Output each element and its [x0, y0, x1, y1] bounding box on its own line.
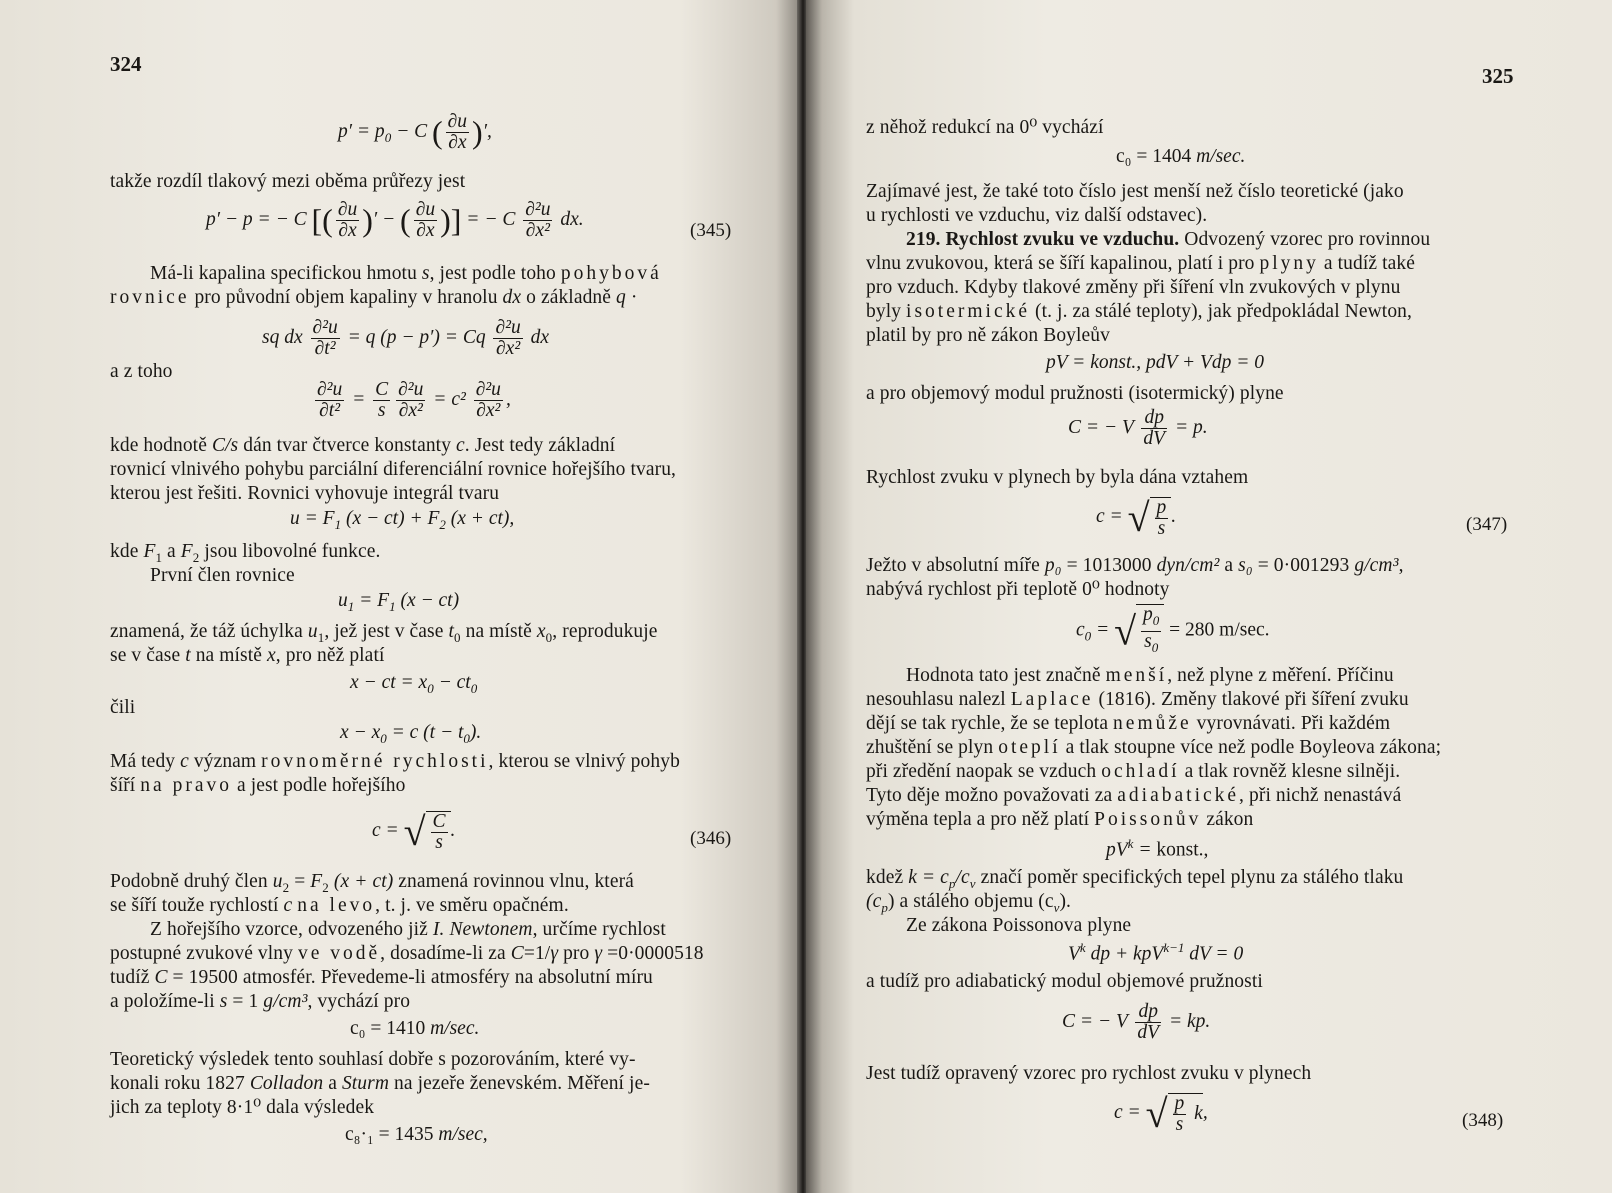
equation-displacement: $x - x_0 = c$ $(t - t_0)$. — [340, 722, 482, 746]
equation-adiabatic-modulus: C = − V $\frac{dp}{dV}$ = kp. — [1062, 1001, 1211, 1043]
text-line: zhuštění se plyn oteplí a tlak stoupne více než podle Boyleova zákona; — [866, 737, 1442, 758]
text-line: $(c_p)$ a stálého objemu $(c_v)$. — [866, 891, 1072, 915]
text-line: pro vzduch. Kdyby tlakové změny při šíření vln zvukových v plynu — [866, 277, 1401, 298]
equation-poisson-diff: $V^k$ dp + kpV$^{k-1}$ dV = 0 — [1068, 940, 1244, 965]
equation-348: c = √ $\frac{p}{s}$ k, — [1114, 1091, 1208, 1136]
text-line: kde $F_1$ a $F_2$ jsou libovolné funkce. — [110, 541, 381, 565]
text-line: postupné zvukové vlny ve vodě, dosadíme-li za C=1/γ pro γ =0·0000518 — [110, 943, 704, 964]
text-line: a položíme-li s = 1 g/cm³, vychází pro — [110, 991, 411, 1012]
text-line: tudíž C = 19500 atmosfér. Převedeme-li atmosféry na absolutní míru — [110, 967, 653, 988]
page-number-right: 325 — [1482, 64, 1514, 88]
text-line: nesouhlasu nalezl Laplace (1816). Změny tlakové při šíření zvuku — [866, 689, 1409, 710]
text-line: Ze zákona Poissonova plyne — [906, 915, 1132, 936]
text-line: znamená, že táž úchylka $u_1$, jež jest v čase $t_0$ na místě $x_0$, reprodukuje — [110, 621, 658, 645]
text-line: Teoretický výsledek tento souhlasí dobře s pozorováním, které vy- — [110, 1049, 636, 1070]
text-line: šíří na pravo a jest podle hořejšího — [110, 775, 406, 796]
text-line: a z toho — [110, 361, 173, 382]
left-page — [0, 0, 800, 1193]
text-line: Ježto v absolutní míře p₀ = 1013000 dyn/cm² a s₀ = 0·001293 g/cm³, — [866, 555, 1404, 576]
equation-position: x − ct = $x_0 - ct_0$ — [350, 672, 478, 696]
equation-solution: $u = F_1$ $(x - ct) + F_2$ (x + ct), — [290, 508, 515, 532]
text-line: rovnice pro původní objem kapaliny v hranolu dx o základně q · — [110, 287, 638, 308]
text-line: u rychlosti ve vzduchu, viz další odstavec). — [866, 205, 1208, 226]
equation-c81: c₈·₁ = 1435 m/sec, — [345, 1124, 488, 1145]
equation-c0-280: $c_0$ = √ $\frac{p_0}{s_0}$ = 280 m/sec. — [1076, 604, 1270, 658]
text-line: Zajímavé jest, že také toto číslo jest menší než číslo teoretické (jako — [866, 181, 1404, 202]
text-line: dějí se tak rychle, že se teplota nemůže vyrovnávati. Při každém — [866, 713, 1391, 734]
text-line: takže rozdíl tlakový mezi oběma průřezy jest — [110, 171, 466, 192]
equation-first-term: $u_1 = F_1$ (x − ct) — [338, 590, 460, 614]
text-line: kterou jest řešiti. Rovnici vyhovuje integrál tvaru — [110, 483, 500, 504]
text-line: kdež $k = c_p/c_v$ značí poměr specifických tepel plynu za stálého tlaku — [866, 867, 1404, 891]
text-line: platil by pro ně zákon Boyleův — [866, 325, 1110, 346]
equation-number-345: (345) — [690, 220, 732, 241]
text-line: se šíří touže rychlostí c na levo, t. j. ve směru opačném. — [110, 895, 569, 916]
text-line: vlnu zvukovou, která se šíří kapalinou, platí i pro plyny a tudíž také — [866, 253, 1415, 274]
text-line: při zředění naopak se vzduch ochladí a tlak rovněž klesne silněji. — [866, 761, 1401, 782]
text-line: Rychlost zvuku v plynech by byla dána vztahem — [866, 467, 1249, 488]
text-line: Má tedy c význam rovnoměrné rychlosti, kterou se vlnivý pohyb — [110, 751, 680, 772]
equation-number-347: (347) — [1466, 514, 1508, 535]
equation-wave: $\frac{\text{∂²u}}{\text{∂t²}}$ = $\frac{C}{s}$ $\frac{\text{∂²u}}{\text{∂x²}}$ = c² $\frac{\text{∂²u}}{\text{∂x²}}$ , — [317, 379, 511, 421]
equation-347: c = √ $\frac{p}{s}$ . — [1096, 495, 1177, 540]
text-line: z něhož redukcí na 0⁰ vychází — [866, 117, 1104, 138]
equation-number-348: (348) — [1462, 1110, 1504, 1131]
equation-poisson: $pV^k$ = konst., — [1106, 836, 1209, 861]
text-line: jich za teploty 8·1⁰ dala výsledek — [110, 1097, 375, 1118]
equation-number-346: (346) — [690, 828, 732, 849]
equation-isothermal-modulus: C = − V $\frac{dp}{dV}$ = p. — [1068, 407, 1208, 449]
equation-345: p′ − p = − C [( $\frac{\partial u}{\partial x}$ )′ − ( $\frac{\partial u}{\partial x}$ )] = − C $\frac{\text{∂²u}}{\text{∂x²}}$ dx. — [206, 199, 584, 241]
text-line: a pro objemový modul pružnosti (isotermický) plyne — [866, 383, 1284, 404]
text-line: Jest tudíž opravený vzorec pro rychlost zvuku v plynech — [866, 1063, 1312, 1084]
text-line: První člen rovnice — [150, 565, 295, 586]
text-line: nabývá rychlost při teplotě 0⁰ hodnoty — [866, 579, 1170, 600]
text-line: rovnicí vlnivého pohybu parciální diferenciální rovnice hořejšího tvaru, — [110, 459, 677, 480]
text-line: konali roku 1827 Colladon a Sturm na jezeře ženevském. Měření je- — [110, 1073, 650, 1094]
section-heading-219: 219. Rychlost zvuku ve vzduchu. Odvozený vzorec pro rovinnou — [906, 229, 1431, 250]
text-line: čili — [110, 697, 136, 718]
text-line: se v čase t na místě x, pro něž platí — [110, 645, 385, 666]
text-line: kde hodnotě C/s dán tvar čtverce konstanty c. Jest tedy základní — [110, 435, 616, 456]
text-line: a tudíž pro adiabatický modul objemové pružnosti — [866, 971, 1263, 992]
right-page — [806, 0, 1612, 1193]
equation-boyle: pV = konst., pdV + Vdp = 0 — [1046, 352, 1265, 373]
text-line: byly isotermické (t. j. za stálé teploty), jak předpokládal Newton, — [866, 301, 1412, 322]
page-number-left: 324 — [110, 52, 142, 76]
equation-c0-water: c₀ = 1410 m/sec. — [350, 1018, 480, 1039]
equation-346: c = √ $\frac{C}{s}$ . — [372, 809, 456, 854]
text-line: Podobně druhý člen $u_2 = F_2$ (x + ct) znamená rovinnou vlnu, která — [110, 871, 634, 895]
text-line: Má-li kapalina specifickou hmotu s, jest podle toho pohybová — [150, 263, 662, 284]
equation-motion: sq dx $\frac{\text{∂²u}}{\text{∂t²}}$ = q (p − p′) = Cq $\frac{\text{∂²u}}{\text{∂x²}}$ dx — [262, 317, 549, 359]
text-line: Hodnota tato jest značně menší, než plyne z měření. Příčinu — [906, 665, 1394, 686]
equation-pressure: $p' = p_0 - C$ ( $\frac{\partial u}{\partial x}$ )′, — [338, 111, 492, 153]
text-line: výměna tepla a pro něž platí Poissonův zákon — [866, 809, 1254, 830]
text-line: Z hořejšího vzorce, odvozeného již I. Newtonem, určíme rychlost — [150, 919, 666, 940]
text-line: Tyto děje možno považovati za adiabatické, při nichž nenastává — [866, 785, 1402, 806]
equation-c0-1404: c₀ = 1404 m/sec. — [1116, 146, 1246, 167]
